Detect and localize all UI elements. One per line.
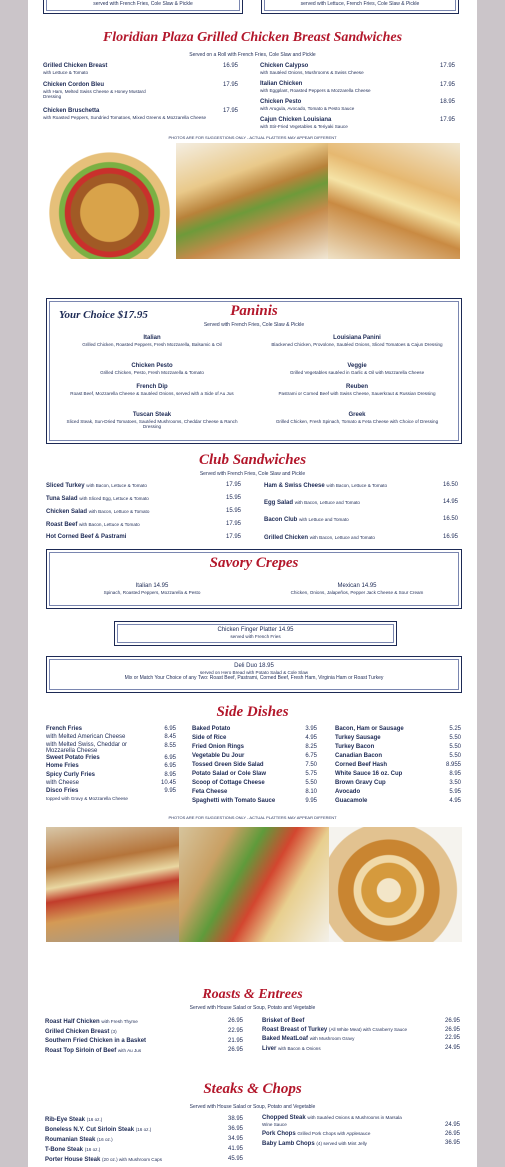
sides-col2: Baked Potato 3.95 Side of Rice 4.95 Fried Onion Rings 8.25 Vegetable Du Jour 6.75 Tossed Green Side Salad 7.50 Potato Salad or Cole Slaw 5.75 Scoop of Cottage Cheese 5.50 Feta Cheese 8.10 Spaghetti with Tomato Sauce 9.95 bbox=[192, 726, 317, 804]
grilled-right-1-price: 17.95 bbox=[440, 82, 456, 88]
grilled-title: Floridian Plaza Grilled Chicken Breast Sandwiches bbox=[102, 30, 403, 45]
top-box-right-text: served with Lettuce, French Fries, Cole Slaw & Pickle bbox=[300, 1, 420, 7]
paninis-choice: Your Choice $17.95 bbox=[59, 309, 148, 321]
grilled-right-0-price: 17.95 bbox=[440, 63, 456, 69]
club-right-1: Egg Salad with Bacon, Lettuce and Tomato bbox=[264, 500, 360, 506]
crepe-item-1: Mexican 14.95 Chicken, Onions, Jalapeños, Pepper Jack Cheese & Sour Cream bbox=[290, 583, 424, 595]
grilled-left-0-price: 16.95 bbox=[223, 63, 239, 69]
club-left-0: Sliced Turkey with Bacon, Lettuce & Tomato bbox=[46, 483, 147, 489]
roasts-left: Roast Half Chicken with Fresh Thyme 26.95 Grilled Chicken Breast (3) 22.95 Southern Fried Chicken in a Basket 21.95 Roast Top Sirloin of Beef with Au Jus 26.95 bbox=[45, 1018, 243, 1054]
panini-right-3: Greek Grilled Chicken, Fresh Spinach, Tomato & Feta Cheese with Choice of Dressing bbox=[275, 412, 439, 424]
crepe-item-0: Italian 14.95 Spinach, Roasted Peppers, Mozzarella & Pesto bbox=[103, 583, 201, 595]
panini-left-0: Italian Grilled Chicken, Roasted Peppers, Fresh Mozzarella, Balsamic & Oil bbox=[82, 335, 222, 347]
club-left-2-price: 15.95 bbox=[226, 508, 242, 514]
paninis-box bbox=[46, 298, 462, 444]
onion-rings-photo bbox=[329, 827, 462, 942]
crepes-title: Savory Crepes bbox=[209, 555, 299, 571]
steaks-subtitle: Served with House Salad or Soup, Potato and Vegetable bbox=[189, 1104, 316, 1110]
paninis-title: Paninis bbox=[230, 303, 278, 319]
sides-title: Side Dishes bbox=[216, 704, 289, 720]
panini-right-0: Louisiana Panini Blackened Chicken, Provolone, Sautéed Onions, Sliced Tomatoes & Cajun Dressing bbox=[271, 335, 443, 347]
panini-left-2: French Dip Roast Beef, Mozzarella Cheese & Sautéed Onions, served with a Side of Au Jus bbox=[70, 384, 234, 396]
club-title: Club Sandwiches bbox=[198, 452, 307, 468]
top-box-left-text: served with French Fries, Cole Slaw & Pickle bbox=[93, 1, 193, 7]
melt-sandwich-photo bbox=[328, 143, 460, 259]
club-left-1: Tuna Salad with Sliced Egg, Lettuce & Tomato bbox=[46, 496, 149, 502]
sides-col3: Bacon, Ham or Sausage 5.25 Turkey Sausage 5.50 Turkey Bacon 5.50 Canadian Bacon 5.50 Corned Beef Hash 8.955 White Sauce 16 oz. Cup 8.95 Brown Gravy Cup 3.50 Avocado 5.95 Guacamole 4.95 bbox=[335, 726, 461, 804]
grilled-left-0: Grilled Chicken Breast with Lettuce & Tomato bbox=[43, 63, 108, 75]
sides-col1: French Fries 6.95 with Melted American Cheese 8.45 with Melted Swiss, Cheddar or Mozzarella Cheese 8.55 Sweet Potato Fries 6.95 Home Fries 6.95 Spicy Curly Fries 8.95 with Cheese 10.45 Disco Fries 9.95 topped with Gravy & Mozzarella Cheese bbox=[46, 726, 176, 801]
club-right-2: Bacon Club with Lettuce and Tomato bbox=[264, 517, 349, 523]
club-left-3-price: 17.95 bbox=[226, 521, 242, 527]
grilled-left-2-price: 17.95 bbox=[223, 108, 239, 114]
panini-left-3: Tuscan Steak Sliced Steak, Sun-Dried Tomatoes, Sautéed Mushrooms, Cheddar Cheese & Ranch Dressing bbox=[66, 412, 238, 429]
grilled-right-0: Chicken Calypso with Sautéed Onions, Mushrooms & Swiss Cheese bbox=[260, 63, 364, 75]
roasts-title: Roasts & Entrees bbox=[202, 987, 303, 1002]
grilled-right-2: Chicken Pesto with Arugula, Avocado, Tomato & Pesto Sauce bbox=[260, 99, 355, 111]
club-sandwich-photo bbox=[179, 827, 329, 942]
roasts-subtitle: Served with House Salad or Soup, Potato and Vegetable bbox=[189, 1005, 316, 1011]
steaks-right: Chopped Steak with Sautéed Onions & Mushrooms in Marsala Wine Sauce 24.95 Pork Chops Grilled Pork Chops with Applesauce 26.95 Baby Lamb Chops (4) served with Mint Jelly 36.95 bbox=[262, 1115, 460, 1147]
grilled-left-1-price: 17.95 bbox=[223, 82, 239, 88]
club-right-3-price: 16.95 bbox=[443, 534, 459, 540]
club-right-3: Grilled Chicken with Bacon, Lettuce and Tomato bbox=[264, 535, 375, 541]
grilled-left-2: Chicken Bruschetta with Roasted Peppers, Sundried Tomatoes, Mixed Greens & Mozzarella Cheese bbox=[43, 108, 207, 120]
deli-box bbox=[46, 656, 462, 693]
club-right-1-price: 14.95 bbox=[443, 499, 459, 505]
club-left-4: Hot Corned Beef & Pastrami bbox=[46, 534, 127, 540]
burger-photo bbox=[43, 143, 176, 259]
finger-box bbox=[114, 621, 397, 646]
panini-right-1: Veggie Grilled Vegetables sautéed in Garlic & Oil with Mozzarella Cheese bbox=[289, 363, 425, 375]
club-right-0: Ham & Swiss Cheese with Bacon, Lettuce & Tomato bbox=[264, 483, 388, 489]
grilled-right-3-price: 17.95 bbox=[440, 117, 456, 123]
panini-photo bbox=[46, 827, 179, 942]
top-box-right bbox=[261, 0, 459, 14]
grilled-right-3: Cajun Chicken Louisiana with Stir-Fried Vegetables & Teriyaki Sauce bbox=[260, 117, 348, 129]
club-left-4-price: 17.95 bbox=[226, 534, 242, 540]
steaks-left: Rib-Eye Steak (16 oz.) 38.95 Boneless N.Y. Cut Sirloin Steak (16 oz.) 36.95 Roumanian Steak (16 oz.) 34.95 T-Bone Steak (16 oz.) 41.95 Porter House Steak (20 oz.) with Mushroom Caps 45.95 bbox=[45, 1116, 243, 1163]
grilled-right-1: Italian Chicken with Eggplant, Roasted Peppers & Mozzarella Cheese bbox=[260, 81, 371, 93]
grilled-right-2-price: 18.95 bbox=[440, 99, 456, 105]
club-left-3: Roast Beef with Bacon, Lettuce & Tomato bbox=[46, 522, 140, 528]
club-right-2-price: 16.50 bbox=[443, 516, 459, 522]
roasts-right: Brisket of Beef 26.95 Roast Breast of Turkey (All White Meat) with Cranberry Sauce 26.95 Baked MeatLoaf with Mushroom Gravy 22.95 Liver with Bacon & Onions 24.95 bbox=[262, 1018, 460, 1052]
menu-page bbox=[28, 0, 477, 1167]
club-left-1-price: 15.95 bbox=[226, 495, 242, 501]
club-left-2: Chicken Salad with Bacon, Lettuce & Tomato bbox=[46, 509, 150, 515]
panini-left-1: Chicken Pesto Grilled Chicken, Pesto, Fresh Mozzarella & Tomato bbox=[100, 363, 204, 375]
sides-photo-note: PHOTOS ARE FOR SUGGESTIONS ONLY - ACTUAL PLATTERS MAY APPEAR DIFFERENT bbox=[168, 815, 337, 820]
grilled-photo-note: PHOTOS ARE FOR SUGGESTIONS ONLY - ACTUAL PLATTERS MAY APPEAR DIFFERENT bbox=[168, 135, 337, 140]
top-box-left bbox=[43, 0, 243, 14]
steaks-title: Steaks & Chops bbox=[203, 1081, 302, 1097]
paninis-subtitle: Served with French Fries, Cole Slaw & Pickle bbox=[203, 322, 305, 328]
grilled-left-1: Chicken Cordon Bleu with Ham, Melted Swiss Cheese & Honey Mustard Dressing bbox=[43, 82, 146, 99]
finger-item: Chicken Finger Platter 14.95 served with French Fries bbox=[217, 627, 294, 639]
deli-item: Deli Duo 18.95 served on Hero Bread with Potato Salad & Cole Slaw Mix or Match Your Choice of any Two: Roast Beef, Pastrami, Corned Beef, Fresh Ham, Virginia Ham or Roast Turkey bbox=[124, 663, 384, 681]
club-subtitle: Served with French Fries, Cole Slaw and Pickle bbox=[199, 471, 306, 477]
crepes-box bbox=[46, 549, 462, 609]
club-left-0-price: 17.95 bbox=[226, 482, 242, 488]
panini-right-2: Reuben Pastrami or Corned Beef with Swiss Cheese, Sauerkraut & Russian Dressing bbox=[278, 384, 436, 396]
chicken-sandwich-photo bbox=[176, 143, 328, 259]
club-right-0-price: 16.50 bbox=[443, 482, 459, 488]
grilled-subtitle: Served on a Roll with French Fries, Cole Slaw and Pickle bbox=[189, 52, 316, 58]
